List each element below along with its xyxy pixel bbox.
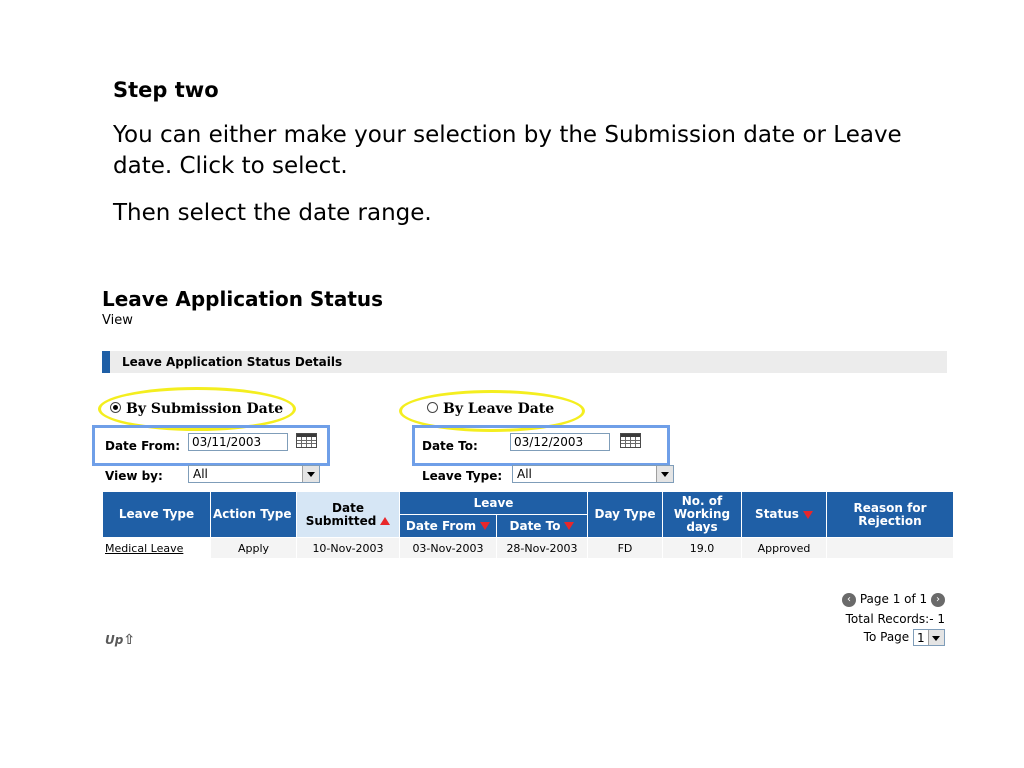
sort-descending-icon[interactable] — [564, 522, 574, 530]
date-from-label: Date From: — [105, 439, 181, 453]
to-page-value: 1 — [917, 631, 925, 645]
view-by-value: All — [193, 467, 208, 481]
calendar-icon[interactable] — [620, 433, 641, 448]
col-reason-for-rejection: Reason for Rejection — [827, 492, 954, 538]
pager-page-info — [842, 592, 945, 607]
section-header — [102, 351, 947, 373]
cell-date-from: 03-Nov-2003 — [400, 538, 497, 559]
radio-label: By Submission Date — [126, 401, 284, 417]
col-working-days[interactable]: No. of Working days — [663, 492, 742, 538]
leave-status-table — [102, 491, 954, 559]
slide-heading: Step two — [113, 78, 219, 102]
sort-descending-icon[interactable] — [480, 522, 490, 530]
up-link[interactable] — [105, 632, 135, 648]
previous-page-icon[interactable]: ‹ — [842, 593, 856, 607]
date-from-input[interactable]: 03/11/2003 — [188, 433, 288, 451]
cell-working-days: 19.0 — [663, 538, 742, 559]
cell-status: Approved — [742, 538, 827, 559]
leave-type-value: All — [517, 467, 532, 481]
sort-descending-icon[interactable] — [803, 511, 813, 519]
radio-by-submission-date[interactable] — [110, 401, 283, 417]
col-status[interactable]: Status — [742, 492, 827, 538]
date-to-label: Date To: — [422, 439, 478, 453]
radio-by-leave-date[interactable] — [427, 401, 554, 417]
total-records: Total Records:- 1 — [845, 612, 945, 626]
radio-button-checked[interactable] — [110, 402, 121, 413]
view-by-label: View by: — [105, 469, 163, 483]
table-row — [103, 538, 954, 559]
col-date-to[interactable]: Date To — [497, 515, 588, 538]
section-accent — [102, 351, 110, 373]
chevron-down-icon[interactable] — [928, 630, 944, 645]
up-arrow-icon: ⇧ — [123, 632, 136, 648]
up-link-label: Up — [105, 633, 124, 647]
to-page-select[interactable] — [913, 629, 945, 646]
col-day-type[interactable]: Day Type — [588, 492, 663, 538]
to-page-label: To Page — [863, 630, 910, 644]
cell-leave-type[interactable]: Medical Leave — [103, 538, 211, 559]
col-date-from[interactable]: Date From — [400, 515, 497, 538]
chevron-down-icon[interactable] — [656, 466, 673, 482]
cell-day-type: FD — [588, 538, 663, 559]
next-page-icon[interactable]: › — [931, 593, 945, 607]
view-by-select[interactable] — [188, 465, 320, 483]
radio-button-unchecked[interactable] — [427, 402, 438, 413]
sort-ascending-icon[interactable] — [380, 517, 390, 525]
cell-date-to: 28-Nov-2003 — [497, 538, 588, 559]
page-indicator: Page 1 of 1 — [859, 592, 928, 606]
to-page-control — [864, 629, 945, 646]
chevron-down-icon[interactable] — [302, 466, 319, 482]
col-date-submitted[interactable]: Date Submitted — [297, 492, 400, 538]
calendar-icon[interactable] — [296, 433, 317, 448]
col-leave-type[interactable]: Leave Type — [103, 492, 211, 538]
leave-type-select[interactable] — [512, 465, 674, 483]
leave-type-label: Leave Type: — [422, 469, 503, 483]
radio-label: By Leave Date — [443, 401, 555, 417]
page-title: Leave Application Status — [102, 287, 384, 311]
cell-reason — [827, 538, 954, 559]
date-to-input[interactable]: 03/12/2003 — [510, 433, 610, 451]
slide-instruction: You can either make your selection by the Submission date or Leave date. Click to select. — [113, 122, 902, 179]
section-title: Leave Application Status Details — [122, 355, 343, 369]
slide-instruction-2: Then select the date range. — [113, 200, 432, 226]
col-group-leave: Leave — [400, 492, 588, 515]
col-action-type[interactable]: Action Type — [211, 492, 297, 538]
cell-action-type: Apply — [211, 538, 297, 559]
cell-date-submitted: 10-Nov-2003 — [297, 538, 400, 559]
page-subtitle: View — [102, 313, 133, 328]
